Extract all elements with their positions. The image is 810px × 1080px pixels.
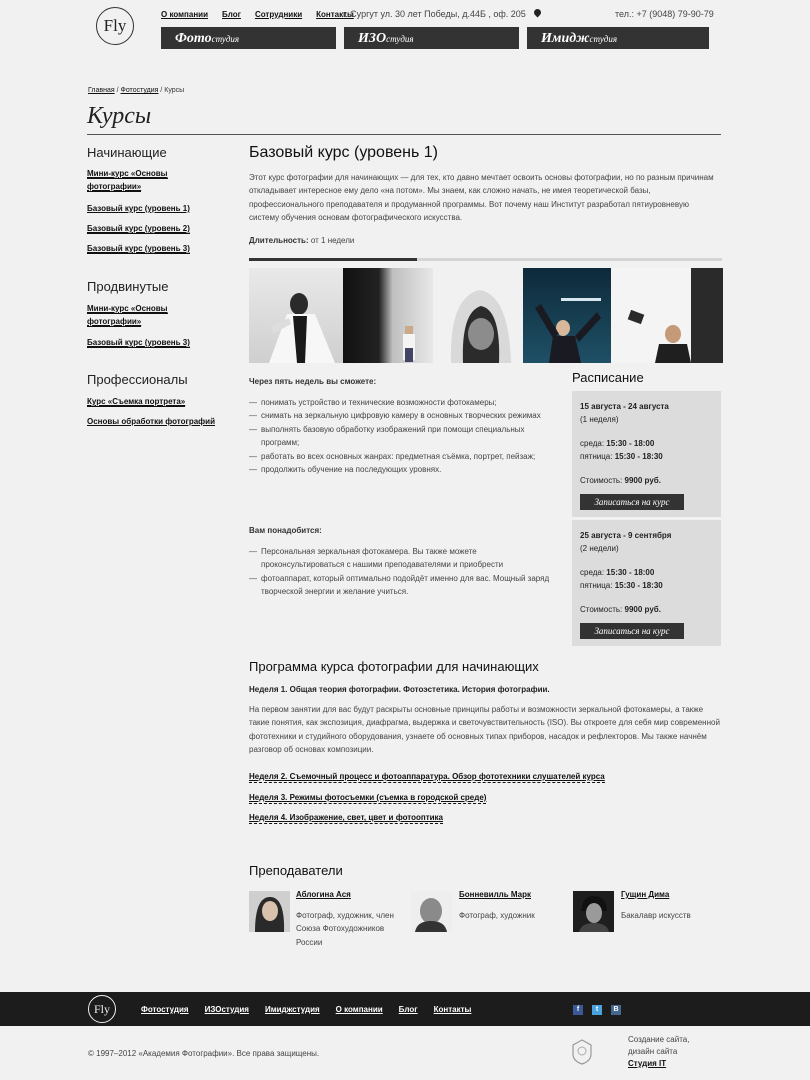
teacher-3-photo <box>573 891 614 932</box>
week-1-text: На первом занятии для вас будут раскрыты основные принципы работы и возможности зеркальной фотокамеры, а также такие понятия, как экспозиция, диафрагма, выдержка и светочувствительность (ISO). Вы откроете для себя мир современной фототехники и студийного оборудования, узнаете об основных типах приборов, насадок и рефлекторов. Мы также начнём разговор об основах композиции. <box>249 705 720 755</box>
vk-icon[interactable]: B <box>611 1005 621 1015</box>
sidebar-item-basic-3[interactable] <box>87 336 217 349</box>
schedule-day: пятница: <box>580 452 613 462</box>
schedule-price-label: Стоимость: <box>580 475 623 485</box>
footer-nav-about[interactable]: О компании <box>335 1005 383 1014</box>
tab-image-studio[interactable] <box>527 27 709 49</box>
schedule-price-row <box>580 474 713 487</box>
signup-button[interactable]: Записаться на курс <box>580 623 684 639</box>
schedule-time: 15:30 - 18:00 <box>606 438 655 448</box>
jumping-man-image <box>523 268 611 363</box>
schedule-card <box>572 520 721 646</box>
sidebar-item-mini-course[interactable] <box>87 302 217 328</box>
top-nav <box>161 10 354 19</box>
sidebar-group-advanced: Продвинутые <box>87 279 169 294</box>
sidebar-item-processing[interactable] <box>87 415 237 428</box>
sidebar-item-portrait[interactable] <box>87 395 217 408</box>
week-2-link[interactable]: Неделя 2. Съемочный процесс и фотоаппаратура. Обзор фототехники слушателей курса <box>249 772 605 781</box>
gallery-photo-hood[interactable] <box>433 268 523 363</box>
sidebar-item-label: Базовый курс (уровень 3) <box>87 338 190 347</box>
avatar[interactable] <box>249 891 290 932</box>
sidebar-item-mini-course[interactable] <box>87 167 217 193</box>
credits-studio-link[interactable]: Студия IT <box>628 1059 667 1068</box>
schedule-day-row <box>580 437 713 450</box>
twitter-icon[interactable]: t <box>592 1005 602 1015</box>
teachers-title: Преподаватели <box>249 863 343 878</box>
tab-art-studio-main: ИЗО <box>358 31 387 46</box>
sidebar-item-basic-1-active[interactable] <box>87 202 217 215</box>
schedule-length: (1 неделя) <box>580 415 619 425</box>
gallery-scrollbar-thumb[interactable] <box>249 258 417 261</box>
schedule-price-label: Стоимость: <box>580 604 623 614</box>
sidebar-item-basic-3[interactable] <box>87 242 217 255</box>
schedule-price: 9900 руб. <box>624 604 661 614</box>
teacher-1-name[interactable]: Аблогина Ася <box>296 890 351 899</box>
phone: тел.: +7 (9048) 79-90-79 <box>615 9 714 19</box>
week-1-title: Неделя 1. Общая теория фотографии. Фотоэстетика. История фотографии. <box>249 685 550 694</box>
studio-man-image <box>611 268 723 363</box>
gallery-photo-dancer[interactable] <box>249 268 343 363</box>
sidebar-group-pro: Профессионалы <box>87 372 188 387</box>
studio-emblem-icon <box>571 1038 593 1066</box>
gallery-scrollbar[interactable] <box>249 258 722 261</box>
schedule-day-row <box>580 566 713 579</box>
learn-heading: Через пять недель вы сможете: <box>249 377 377 386</box>
footer-nav-contacts[interactable]: Контакты <box>433 1005 472 1014</box>
sidebar-item-label: Базовый курс (уровень 3) <box>87 244 190 253</box>
avatar[interactable] <box>573 891 614 932</box>
teacher-3-role: Бакалавр искусств <box>621 911 691 920</box>
need-heading: Вам понадобится: <box>249 526 322 535</box>
tab-image-studio-main: Имидж <box>541 31 590 46</box>
schedule-day: среда: <box>580 438 605 448</box>
tab-photo-studio-main: Фото <box>175 31 212 46</box>
schedule-day: пятница: <box>580 581 613 591</box>
schedule-dates: 25 августа - 9 сентября <box>580 531 672 540</box>
course-title: Базовый курс (уровень 1) <box>249 144 439 161</box>
sidebar-item-label: Основы обработки фотографий <box>87 417 216 426</box>
sidebar-item-label: Мини-курс «Основы фотографии» <box>87 169 168 191</box>
corridor-image <box>343 268 433 363</box>
sidebar-item-basic-2[interactable] <box>87 222 217 235</box>
footer-logo[interactable]: Fly <box>88 995 116 1023</box>
facebook-icon[interactable]: f <box>573 1005 583 1015</box>
schedule-dates: 15 августа - 24 августа <box>580 402 669 411</box>
teacher-1-role: Фотограф, художник, член Союза Фотохудожников России <box>296 911 394 947</box>
tab-art-studio-sub: студия <box>386 34 414 44</box>
duration-value: от 1 недели <box>308 236 355 245</box>
breadcrumb <box>88 87 184 94</box>
sidebar-item-label: Курс «Съемка портрета» <box>87 397 186 406</box>
teacher-1-photo <box>249 891 290 932</box>
list-item: — выполнять базовую обработку изображений при помощи специальных программ; <box>249 423 559 450</box>
teacher-2-photo <box>411 891 452 932</box>
schedule-title: Расписание <box>572 370 644 385</box>
map-pin-icon[interactable] <box>534 9 541 19</box>
breadcrumb-current: Курсы <box>164 87 185 94</box>
address <box>343 9 541 19</box>
schedule-time: 15:30 - 18:00 <box>606 567 655 577</box>
sidebar-item-label: Мини-курс «Основы фотографии» <box>87 304 168 326</box>
week-4-link[interactable]: Неделя 4. Изображение, свет, цвет и фотооптика <box>249 813 443 822</box>
duration-label: Длительность: <box>249 236 309 245</box>
site-logo[interactable]: Fly <box>96 7 134 45</box>
list-item: — снимать на зеркальную цифровую камеру в основных творческих режимах <box>249 409 559 422</box>
schedule-length: (2 недели) <box>580 544 619 554</box>
breadcrumb-home[interactable]: Главная <box>88 87 115 94</box>
footer-nav-image-studio[interactable]: Имиджстудия <box>264 1005 320 1014</box>
dancer-image <box>249 268 343 363</box>
tab-image-studio-sub: студия <box>589 34 618 44</box>
schedule-time: 15:30 - 18:30 <box>614 581 663 591</box>
tab-photo-studio-sub: студия <box>211 34 240 44</box>
nav-staff[interactable]: Сотрудники <box>254 10 303 19</box>
signup-button[interactable]: Записаться на курс <box>580 494 684 510</box>
title-divider <box>87 134 721 135</box>
site-credits <box>628 1034 689 1070</box>
course-intro: Этот курс фотографии для начинающих — для тех, кто давно мечтает освоить основы фотографии, но по разным причинам откладывает интересное ему дело «на потом». Мы знаем, как сложно начать, не имея теоретической базы, профессионального преподавателя и продуманной программы. Вот почему наш Институт разработал пятиуровневую систему обучения основам фотографического искусства. <box>249 173 714 223</box>
teacher-3-name[interactable]: Гущин Дима <box>621 890 670 899</box>
avatar[interactable] <box>411 891 452 932</box>
nav-about[interactable]: О компании <box>161 10 208 19</box>
list-item: — продолжить обучение на последующих уровнях. <box>249 463 559 476</box>
footer-nav-photo-studio[interactable]: Фотостудия <box>141 1005 189 1014</box>
sidebar-item-label: Базовый курс (уровень 1) <box>87 204 190 213</box>
sidebar-item-label: Базовый курс (уровень 2) <box>87 224 190 233</box>
footer-nav-blog[interactable]: Блог <box>398 1005 418 1014</box>
list-item: — понимать устройство и технические возможности фотокамеры; <box>249 396 559 409</box>
list-item: — фотоаппарат, который оптимально подойдёт именно для вас. Мощный заряд творческой энергии и желание учиться. <box>249 572 559 599</box>
program-title: Программа курса фотографии для начинающих <box>249 659 539 674</box>
schedule-day-row <box>580 450 713 463</box>
teacher-2-name[interactable]: Бонневилль Марк <box>459 890 531 899</box>
gallery-photo-jump[interactable] <box>523 268 611 363</box>
breadcrumb-sep: / <box>114 87 121 94</box>
gallery-photo-studio[interactable] <box>611 268 723 363</box>
schedule-day-row <box>580 579 713 592</box>
sidebar-group-beginners: Начинающие <box>87 145 167 160</box>
tab-photo-studio[interactable] <box>161 27 336 49</box>
credits-line-1: Создание сайта, <box>628 1035 690 1044</box>
learn-list <box>249 396 559 476</box>
schedule-price-row <box>580 603 713 616</box>
page-title: Курсы <box>87 103 152 129</box>
hooded-man-image <box>433 268 523 363</box>
tab-art-studio[interactable] <box>344 27 519 49</box>
week-3-link[interactable]: Неделя 3. Режимы фотосъемки (съемка в городской среде) <box>249 793 487 802</box>
nav-contacts[interactable]: Контакты <box>316 10 354 19</box>
teacher-2-role: Фотограф, художник <box>459 911 535 920</box>
photo-gallery[interactable] <box>249 268 723 363</box>
copyright: © 1997–2012 «Академия Фотографии». Все права защищены. <box>88 1049 320 1058</box>
gallery-photo-corridor[interactable] <box>343 268 433 363</box>
address-text: г. Сургут ул. 30 лет Победы, д.44Б , оф. 205 <box>343 9 526 19</box>
schedule-time: 15:30 - 18:30 <box>614 452 663 462</box>
schedule-card <box>572 391 721 517</box>
list-item: — Персональная зеркальная фотокамера. Вы также можете проконсультироваться с нашими преподавателями и приобрести <box>249 545 559 572</box>
schedule-day: среда: <box>580 567 605 577</box>
breadcrumb-studio[interactable]: Фотостудия <box>120 87 159 94</box>
credits-line-2: дизайн сайта <box>628 1047 678 1056</box>
schedule-price: 9900 руб. <box>624 475 661 485</box>
list-item: — работать во всех основных жанрах: предметная съёмка, портрет, пейзаж; <box>249 450 559 463</box>
nav-blog[interactable]: Блог <box>222 10 241 19</box>
footer-nav <box>141 1005 487 1014</box>
course-duration <box>249 236 354 245</box>
need-list <box>249 545 559 599</box>
footer-nav-art-studio[interactable]: ИЗОстудия <box>204 1005 249 1014</box>
breadcrumb-sep: / <box>158 87 165 94</box>
